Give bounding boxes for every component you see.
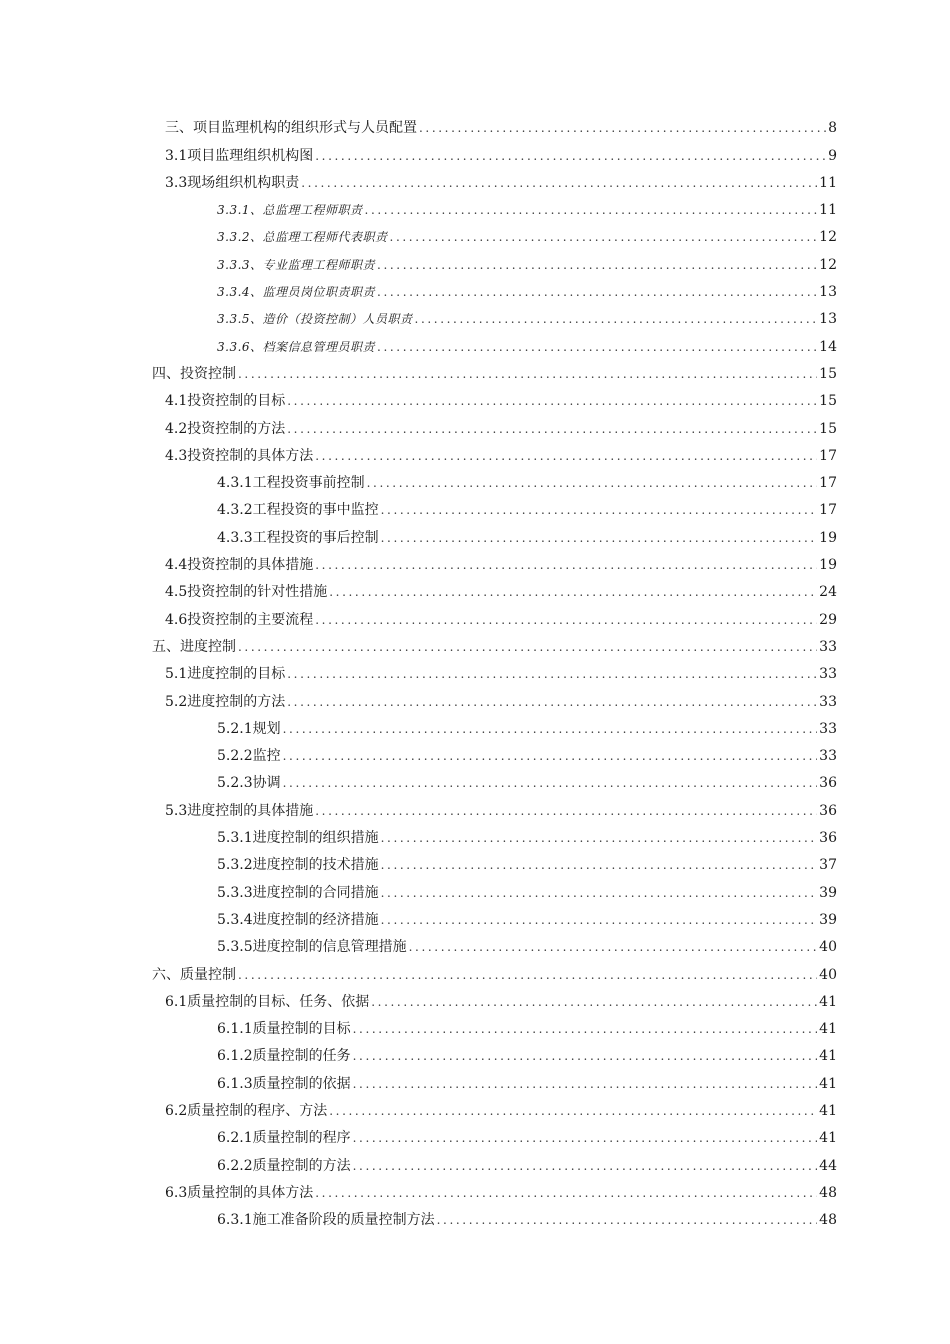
toc-entry[interactable] bbox=[0, 1203, 950, 1230]
toc-dot-leader bbox=[437, 1210, 818, 1230]
toc-entry[interactable] bbox=[0, 166, 950, 193]
table-of-contents bbox=[0, 111, 950, 1230]
toc-dot-leader bbox=[409, 937, 818, 957]
toc-dot-leader bbox=[315, 555, 817, 575]
toc-dot-leader bbox=[353, 1128, 818, 1148]
toc-entry-label: 四、投资控制 bbox=[152, 365, 236, 382]
toc-entry-page-number: 12 bbox=[819, 229, 837, 246]
toc-dot-leader bbox=[283, 719, 818, 739]
toc-dot-leader bbox=[315, 610, 817, 630]
toc-entry-label: 五、进度控制 bbox=[152, 638, 236, 655]
toc-dot-leader bbox=[381, 855, 818, 875]
toc-entry-page-number: 13 bbox=[819, 311, 837, 328]
toc-entry-page-number: 40 bbox=[819, 939, 837, 956]
toc-entry-label: 5.3.3进度控制的合同措施 bbox=[217, 884, 379, 901]
toc-entry-label: 5.3.5进度控制的信息管理措施 bbox=[217, 939, 407, 956]
toc-dot-leader bbox=[287, 692, 817, 712]
toc-entry[interactable] bbox=[0, 602, 950, 629]
toc-entry-page-number: 33 bbox=[819, 638, 837, 655]
toc-dot-leader bbox=[377, 255, 817, 275]
toc-dot-leader bbox=[371, 992, 817, 1012]
toc-entry-label: 5.3.2进度控制的技术措施 bbox=[217, 857, 379, 874]
toc-entry[interactable] bbox=[0, 548, 950, 575]
toc-dot-leader bbox=[353, 1156, 818, 1176]
toc-entry[interactable] bbox=[0, 821, 950, 848]
toc-entry-page-number: 36 bbox=[819, 802, 837, 819]
toc-entry-page-number: 24 bbox=[819, 584, 837, 601]
toc-dot-leader bbox=[315, 1183, 817, 1203]
toc-entry[interactable] bbox=[0, 1066, 950, 1093]
toc-entry-label: 6.1.3质量控制的依据 bbox=[217, 1075, 351, 1092]
toc-entry[interactable] bbox=[0, 957, 950, 984]
toc-entry[interactable] bbox=[0, 657, 950, 684]
toc-entry-label: 5.2.2监控 bbox=[217, 748, 281, 765]
toc-entry[interactable] bbox=[0, 1148, 950, 1175]
toc-entry[interactable] bbox=[0, 684, 950, 711]
toc-entry-page-number: 17 bbox=[819, 502, 837, 519]
toc-dot-leader bbox=[390, 227, 818, 247]
toc-dot-leader bbox=[381, 910, 818, 930]
toc-entry[interactable] bbox=[0, 766, 950, 793]
toc-entry[interactable] bbox=[0, 466, 950, 493]
toc-entry-page-number: 15 bbox=[819, 420, 837, 437]
toc-entry-label: 5.1进度控制的目标 bbox=[165, 666, 286, 683]
toc-dot-leader bbox=[377, 282, 817, 302]
toc-entry-page-number: 17 bbox=[819, 475, 837, 492]
toc-entry[interactable] bbox=[0, 302, 950, 329]
toc-entry-page-number: 40 bbox=[819, 966, 837, 983]
toc-entry-page-number: 15 bbox=[819, 393, 837, 410]
toc-entry[interactable] bbox=[0, 357, 950, 384]
toc-entry-page-number: 15 bbox=[819, 365, 837, 382]
toc-entry-page-number: 41 bbox=[819, 1102, 837, 1119]
toc-dot-leader bbox=[238, 637, 817, 657]
toc-dot-leader bbox=[353, 1046, 818, 1066]
toc-entry[interactable] bbox=[0, 1039, 950, 1066]
toc-entry-page-number: 33 bbox=[819, 666, 837, 683]
toc-entry-page-number: 19 bbox=[819, 529, 837, 546]
toc-entry[interactable] bbox=[0, 411, 950, 438]
toc-entry-label: 5.2.3协调 bbox=[217, 775, 281, 792]
toc-entry[interactable] bbox=[0, 439, 950, 466]
toc-entry[interactable] bbox=[0, 520, 950, 547]
toc-entry-label: 6.1质量控制的目标、任务、依据 bbox=[165, 993, 370, 1010]
toc-entry[interactable] bbox=[0, 275, 950, 302]
toc-entry[interactable] bbox=[0, 848, 950, 875]
toc-entry-page-number: 19 bbox=[819, 557, 837, 574]
toc-entry-label: 6.1.1质量控制的目标 bbox=[217, 1021, 351, 1038]
toc-dot-leader bbox=[415, 309, 818, 329]
toc-entry-label: 三、项目监理机构的组织形式与人员配置 bbox=[165, 120, 417, 137]
toc-entry[interactable] bbox=[0, 1121, 950, 1148]
toc-dot-leader bbox=[315, 146, 826, 166]
toc-entry-page-number: 33 bbox=[819, 693, 837, 710]
toc-entry[interactable] bbox=[0, 193, 950, 220]
toc-dot-leader bbox=[377, 337, 817, 357]
toc-entry-label: 5.3进度控制的具体措施 bbox=[165, 802, 314, 819]
toc-entry-page-number: 11 bbox=[819, 202, 837, 219]
toc-entry[interactable] bbox=[0, 712, 950, 739]
toc-entry-page-number: 13 bbox=[819, 284, 837, 301]
toc-entry-page-number: 48 bbox=[819, 1184, 837, 1201]
toc-entry-label: 4.3.2工程投资的事中监控 bbox=[217, 502, 379, 519]
toc-entry-page-number: 41 bbox=[819, 1021, 837, 1038]
toc-entry-page-number: 37 bbox=[819, 857, 837, 874]
toc-entry-label: 3.3.4、监理员岗位职责职责 bbox=[217, 285, 376, 300]
toc-entry-label: 4.2投资控制的方法 bbox=[165, 420, 286, 437]
toc-entry-page-number: 41 bbox=[819, 1075, 837, 1092]
toc-entry[interactable] bbox=[0, 985, 950, 1012]
toc-entry-label: 5.2进度控制的方法 bbox=[165, 693, 286, 710]
toc-entry-page-number: 41 bbox=[819, 993, 837, 1010]
toc-entry-page-number: 33 bbox=[819, 748, 837, 765]
toc-entry[interactable] bbox=[0, 493, 950, 520]
toc-dot-leader bbox=[315, 446, 817, 466]
toc-entry-label: 4.6投资控制的主要流程 bbox=[165, 611, 314, 628]
toc-entry-label: 3.3.5、造价（投资控制）人员职责 bbox=[217, 312, 413, 327]
toc-entry-page-number: 14 bbox=[819, 338, 837, 355]
toc-dot-leader bbox=[238, 965, 817, 985]
toc-dot-leader bbox=[301, 173, 817, 193]
toc-entry-page-number: 9 bbox=[828, 147, 837, 164]
toc-entry-label: 6.3.1施工准备阶段的质量控制方法 bbox=[217, 1212, 435, 1229]
toc-entry-page-number: 12 bbox=[819, 256, 837, 273]
toc-entry-label: 4.3.1工程投资事前控制 bbox=[217, 475, 365, 492]
toc-dot-leader bbox=[367, 473, 818, 493]
toc-entry[interactable] bbox=[0, 384, 950, 411]
toc-dot-leader bbox=[287, 419, 817, 439]
toc-entry-label: 3.3现场组织机构职责 bbox=[165, 174, 300, 191]
toc-dot-leader bbox=[329, 582, 817, 602]
toc-entry-label: 6.1.2质量控制的任务 bbox=[217, 1048, 351, 1065]
toc-entry[interactable] bbox=[0, 930, 950, 957]
toc-entry-label: 3.3.3、专业监理工程师职责 bbox=[217, 257, 376, 272]
toc-entry-label: 3.3.1、总监理工程师职责 bbox=[217, 203, 363, 218]
toc-entry-page-number: 11 bbox=[819, 174, 837, 191]
toc-entry-label: 6.3质量控制的具体方法 bbox=[165, 1184, 314, 1201]
toc-entry[interactable] bbox=[0, 111, 950, 138]
toc-dot-leader bbox=[315, 801, 817, 821]
toc-entry-label: 3.3.6、档案信息管理员职责 bbox=[217, 339, 376, 354]
toc-entry[interactable] bbox=[0, 575, 950, 602]
toc-entry-page-number: 8 bbox=[828, 120, 837, 137]
toc-entry-page-number: 41 bbox=[819, 1130, 837, 1147]
toc-entry[interactable] bbox=[0, 220, 950, 247]
toc-dot-leader bbox=[381, 883, 818, 903]
toc-entry-label: 6.2.2质量控制的方法 bbox=[217, 1157, 351, 1174]
toc-entry-page-number: 36 bbox=[819, 830, 837, 847]
toc-entry[interactable] bbox=[0, 247, 950, 274]
toc-entry-label: 5.3.1进度控制的组织措施 bbox=[217, 830, 379, 847]
toc-entry-label: 4.1投资控制的目标 bbox=[165, 393, 286, 410]
toc-entry-page-number: 33 bbox=[819, 720, 837, 737]
toc-entry-label: 6.2质量控制的程序、方法 bbox=[165, 1102, 328, 1119]
toc-entry-page-number: 41 bbox=[819, 1048, 837, 1065]
toc-entry-page-number: 39 bbox=[819, 911, 837, 928]
toc-entry-page-number: 36 bbox=[819, 775, 837, 792]
toc-entry-label: 5.3.4进度控制的经济措施 bbox=[217, 911, 379, 928]
toc-entry-label: 3.3.2、总监理工程师代表职责 bbox=[217, 230, 388, 245]
toc-entry-page-number: 29 bbox=[819, 611, 837, 628]
toc-dot-leader bbox=[287, 391, 817, 411]
toc-dot-leader bbox=[381, 528, 818, 548]
toc-dot-leader bbox=[419, 118, 826, 138]
toc-entry-page-number: 44 bbox=[819, 1157, 837, 1174]
toc-entry[interactable] bbox=[0, 1094, 950, 1121]
toc-entry[interactable] bbox=[0, 329, 950, 356]
toc-dot-leader bbox=[238, 364, 817, 384]
toc-entry[interactable] bbox=[0, 875, 950, 902]
toc-entry-label: 六、质量控制 bbox=[152, 966, 236, 983]
toc-dot-leader bbox=[287, 664, 817, 684]
toc-entry-label: 4.4投资控制的具体措施 bbox=[165, 557, 314, 574]
toc-entry-label: 3.1项目监理组织机构图 bbox=[165, 147, 314, 164]
toc-entry[interactable] bbox=[0, 739, 950, 766]
toc-dot-leader bbox=[381, 500, 818, 520]
toc-dot-leader bbox=[381, 828, 818, 848]
toc-dot-leader bbox=[365, 200, 818, 220]
toc-entry-label: 4.3投资控制的具体方法 bbox=[165, 447, 314, 464]
toc-entry[interactable] bbox=[0, 1012, 950, 1039]
toc-dot-leader bbox=[283, 773, 818, 793]
toc-entry-page-number: 48 bbox=[819, 1212, 837, 1229]
toc-entry-page-number: 17 bbox=[819, 447, 837, 464]
toc-dot-leader bbox=[329, 1101, 817, 1121]
toc-entry-label: 4.5投资控制的针对性措施 bbox=[165, 584, 328, 601]
toc-dot-leader bbox=[353, 1074, 818, 1094]
toc-entry[interactable] bbox=[0, 903, 950, 930]
toc-entry-page-number: 39 bbox=[819, 884, 837, 901]
toc-dot-leader bbox=[283, 746, 818, 766]
toc-entry-label: 4.3.3工程投资的事后控制 bbox=[217, 529, 379, 546]
toc-entry[interactable] bbox=[0, 630, 950, 657]
toc-entry[interactable] bbox=[0, 1176, 950, 1203]
toc-entry[interactable] bbox=[0, 138, 950, 165]
toc-entry[interactable] bbox=[0, 793, 950, 820]
toc-dot-leader bbox=[353, 1019, 818, 1039]
toc-entry-label: 5.2.1规划 bbox=[217, 720, 281, 737]
toc-entry-label: 6.2.1质量控制的程序 bbox=[217, 1130, 351, 1147]
